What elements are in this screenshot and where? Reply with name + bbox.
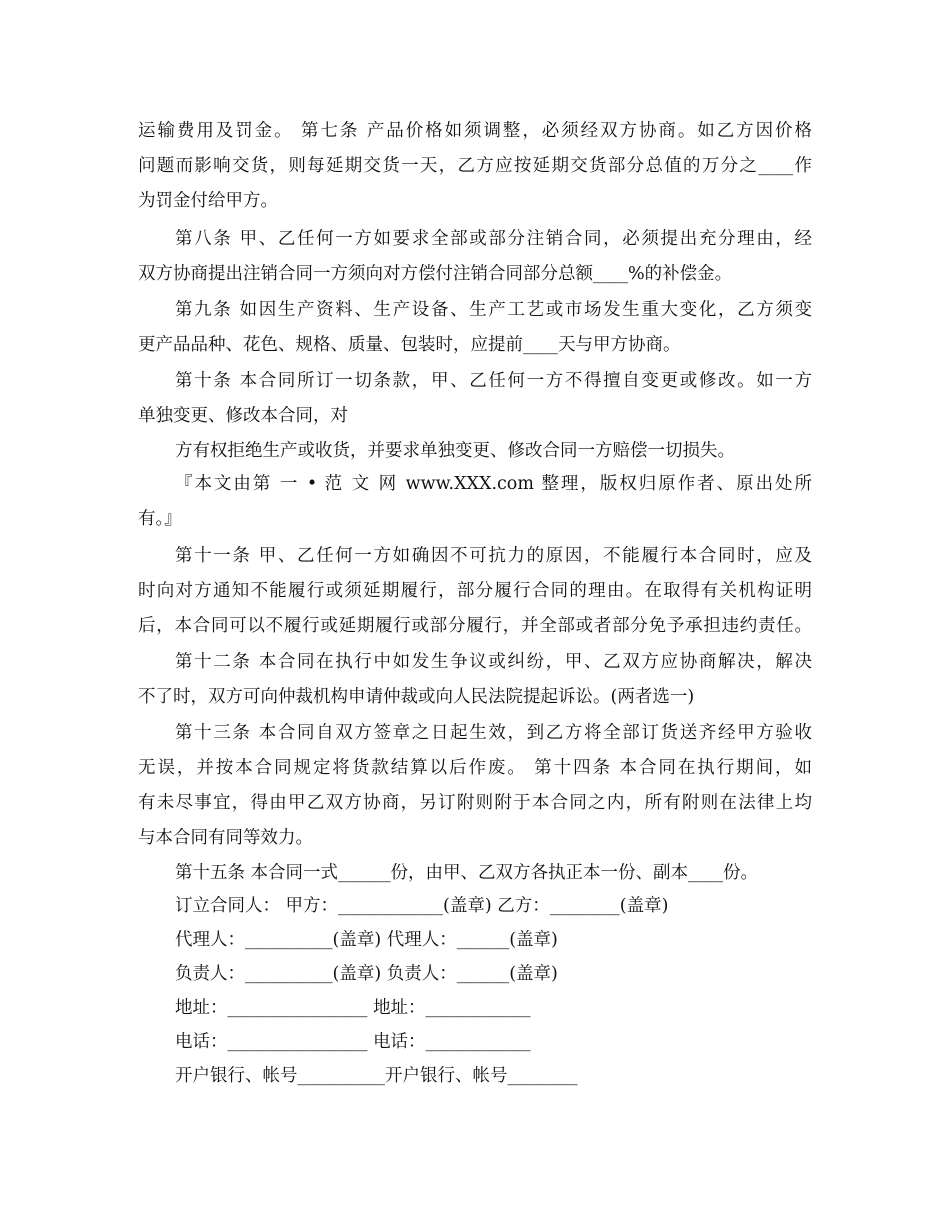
text-line: 第八条 甲、乙任何一方如要求全部或部分注销合同，必须提出充分理由，经 bbox=[175, 229, 812, 249]
text-line: 时向对方通知不能履行或须延期履行，部分履行合同的理由。在取得有关机构证明 bbox=[138, 581, 812, 601]
text-line: 后，本合同可以不履行或延期履行或部分履行，并全部或者部分免予承担违约责任。 bbox=[138, 616, 812, 636]
text-line: 第十一条 甲、乙任何一方如确因不可抗力的原因，不能履行本合同时，应及 bbox=[175, 546, 812, 566]
text-line: 第十五条 本合同一式______份，由甲、乙双方各执正本一份、副本____份。 bbox=[175, 863, 759, 883]
copyright-notice: 『本文由第 一 • 范 文 网 www.XXX.com 整理，版权归原作者、原出处所 bbox=[175, 474, 812, 494]
text-line: 第十三条 本合同自双方签章之日起生效，到乙方将全部订货送齐经甲方验收 bbox=[175, 723, 812, 743]
signature-row-address: 地址：________________ 地址：____________ bbox=[175, 998, 531, 1018]
text-line: 运输费用及罚金。 第七条 产品价格如须调整，必须经双方协商。如乙方因价格 bbox=[138, 121, 812, 141]
signature-row-phone: 电话：________________ 电话：____________ bbox=[175, 1032, 531, 1052]
text-line: 方有权拒绝生产或收货，并要求单独变更、修改合同一方赔偿一切损失。 bbox=[175, 441, 735, 461]
text-line: 不了时，双方可向仲裁机构申请仲裁或向人民法院提起诉讼。(两者选一) bbox=[138, 687, 695, 707]
signature-row-parties: 订立合同人： 甲方：____________(盖章) 乙方：________(盖章) bbox=[175, 896, 669, 916]
text-line: 无误，并按本合同规定将货款结算以后作废。 第十四条 本合同在执行期间，如 bbox=[138, 758, 812, 778]
signature-row-bank: 开户银行、帐号__________开户银行、帐号________ bbox=[175, 1066, 578, 1086]
signature-row-agent: 代理人：__________(盖章) 代理人：______(盖章) bbox=[175, 930, 558, 950]
text-line: 有未尽事宜，得由甲乙双方协商，另订附则附于本合同之内，所有附则在法律上均 bbox=[138, 793, 812, 813]
text-line: 为罚金付给甲方。 bbox=[138, 191, 278, 211]
text-line: 双方协商提出注销合同一方须向对方偿付注销合同部分总额____%的补偿金。 bbox=[138, 264, 733, 284]
signature-row-responsible: 负责人：__________(盖章) 负责人：______(盖章) bbox=[175, 964, 558, 984]
text-line: 第十条 本合同所订一切条款，甲、乙任何一方不得擅自变更或修改。如一方 bbox=[175, 371, 812, 391]
text-line: 与本合同有同等效力。 bbox=[138, 828, 313, 848]
text-line: 第九条 如因生产资料、生产设备、生产工艺或市场发生重大变化，乙方须变 bbox=[175, 300, 812, 320]
text-line: 单独变更、修改本合同，对 bbox=[138, 406, 348, 426]
text-line: 第十二条 本合同在执行中如发生争议或纠纷，甲、乙双方应协商解决，解决 bbox=[175, 652, 812, 672]
text-line: 更产品品种、花色、规格、质量、包装时，应提前____天与甲方协商。 bbox=[138, 335, 681, 355]
copyright-notice-end: 有。』 bbox=[138, 509, 182, 529]
text-line: 问题而影响交货，则每延期交货一天，乙方应按延期交货部分总值的万分之____作 bbox=[138, 156, 812, 176]
